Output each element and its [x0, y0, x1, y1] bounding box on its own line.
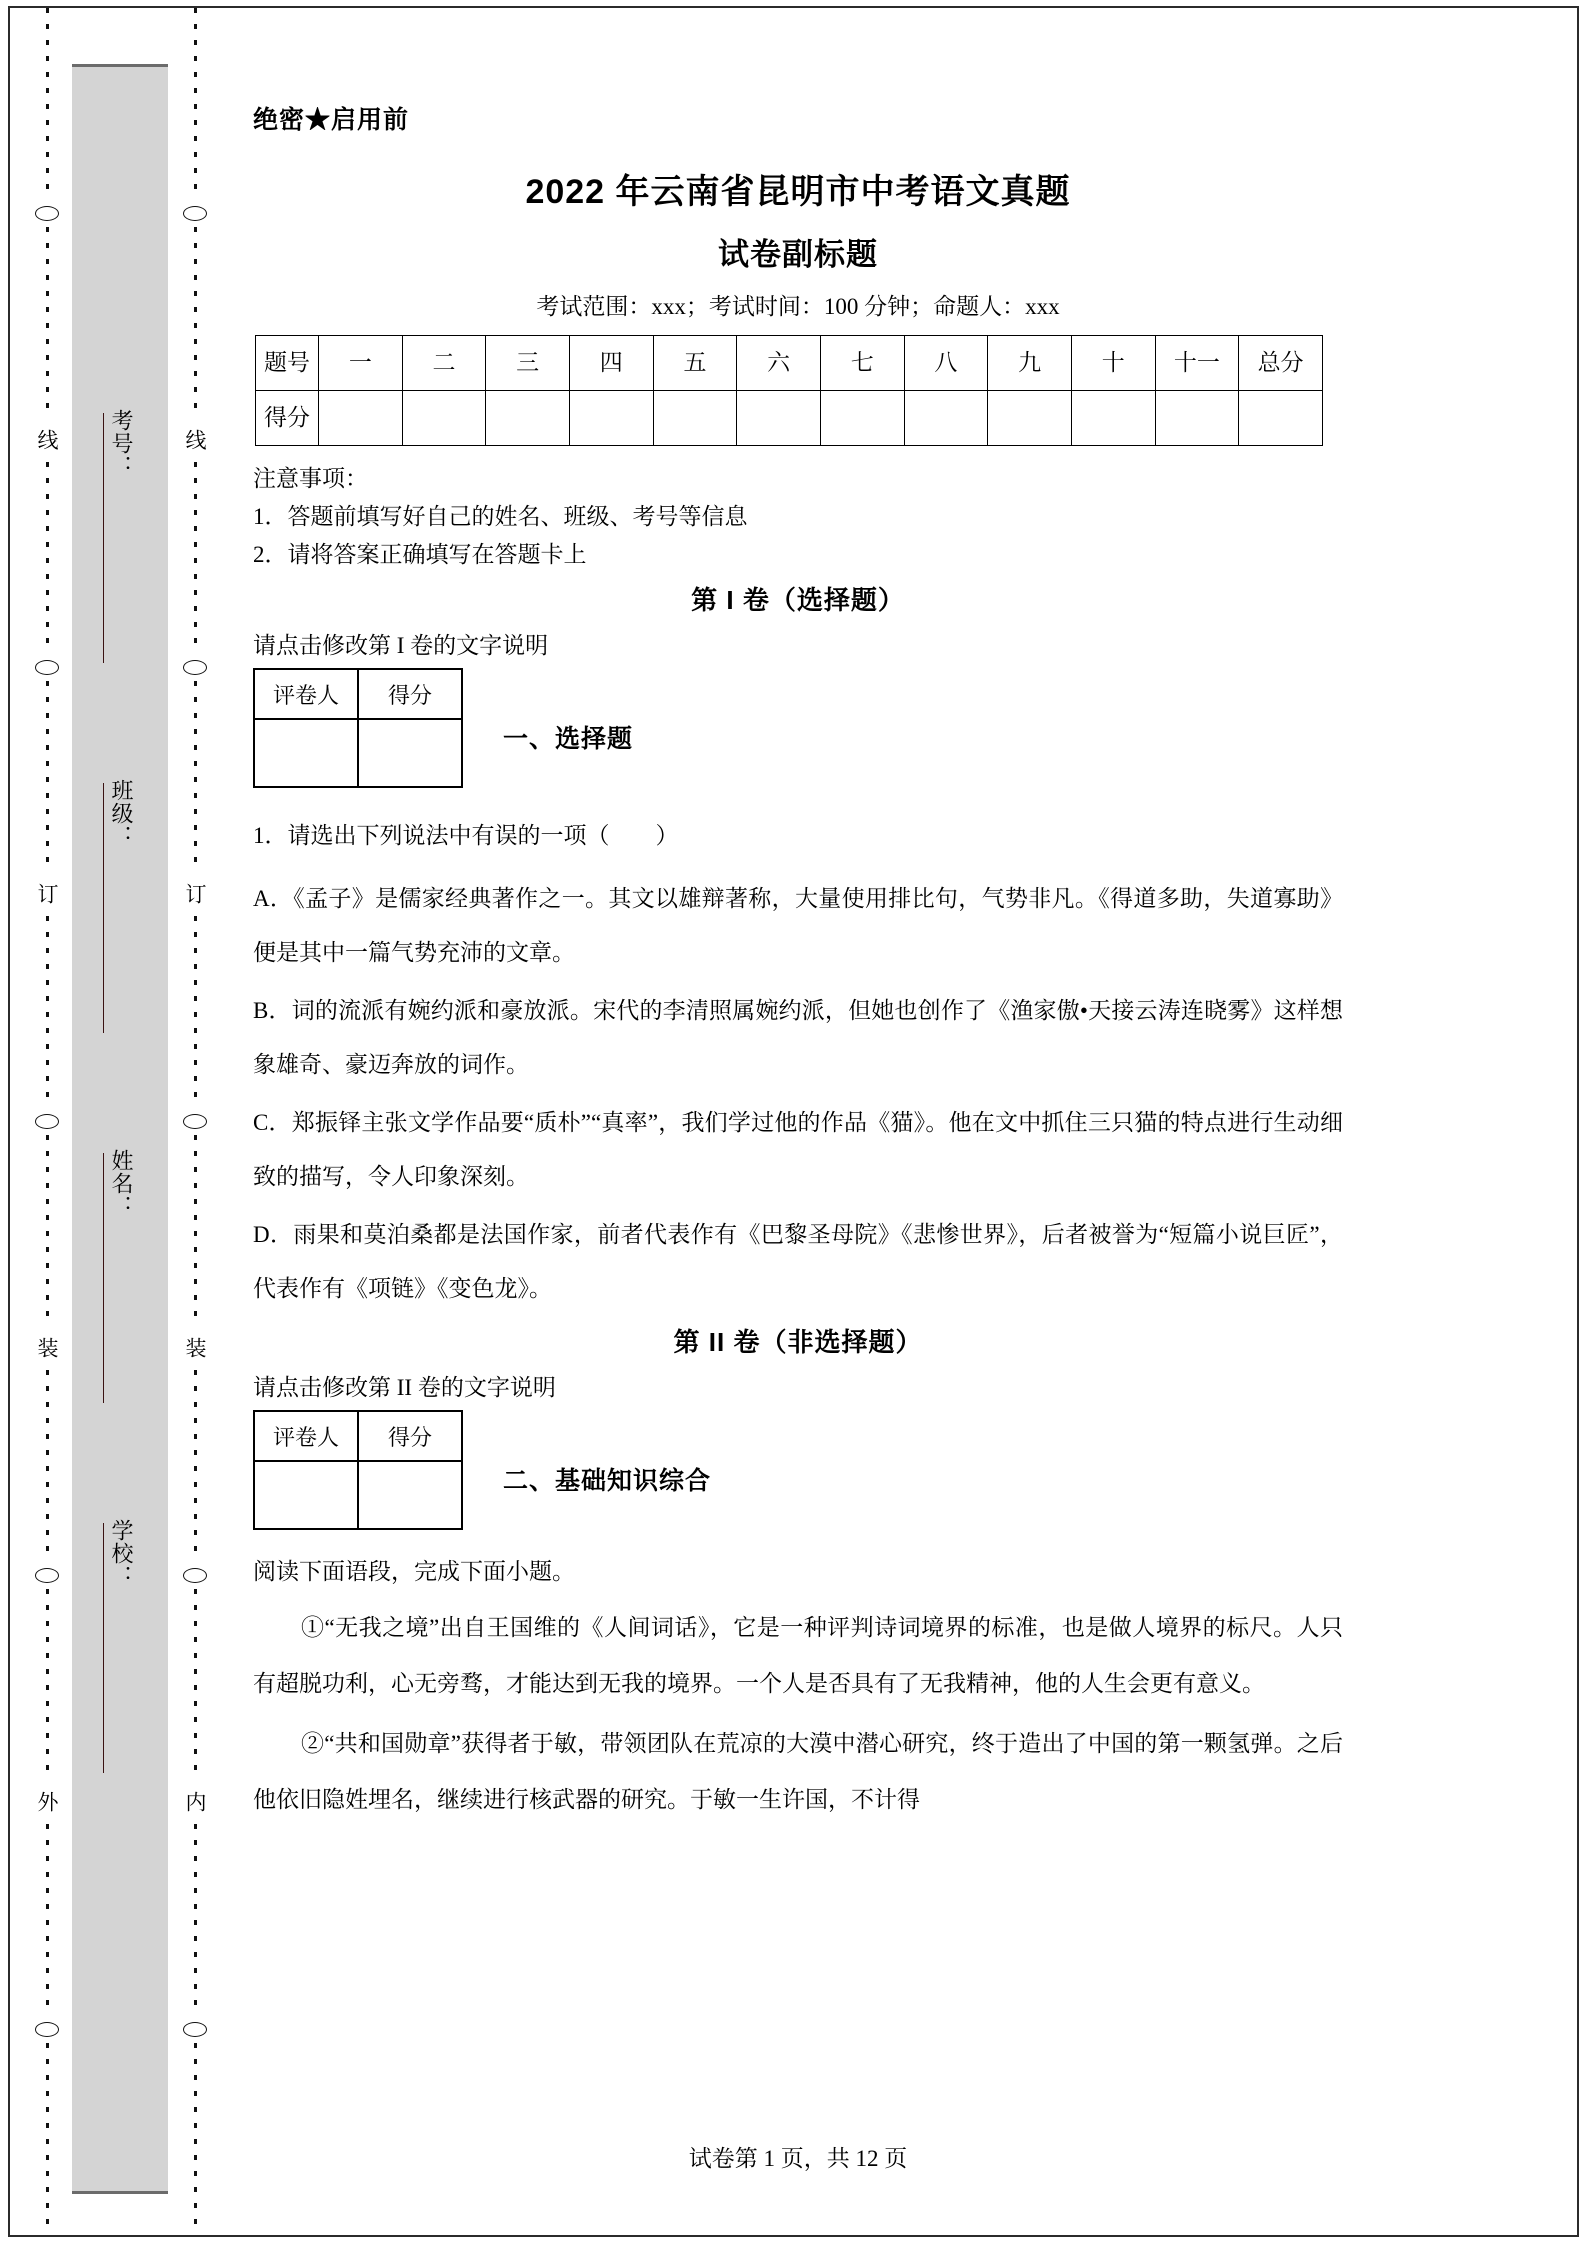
score-entry-cell[interactable] [402, 391, 486, 446]
binding-ring [35, 1568, 59, 1583]
binding-dotted-line-outer [30, 8, 64, 2235]
score-entry-cell[interactable] [988, 391, 1072, 446]
score-entry-cell[interactable] [1239, 391, 1323, 446]
table-cell: 七 [820, 336, 904, 391]
write-in-line [103, 1523, 104, 1773]
dotted-segment [46, 681, 49, 873]
passage-paragraph-1: ①“无我之境”出自王国维的《人间词话》，它是一种评判诗词境界的标准，也是做人境界的标尺。人只有超脱功利，心无旁骛，才能达到无我的境界。一个人是否具有了无我精神，他的人生会更有意义。 [253, 1615, 1343, 1696]
binding-mark-outside: 外 [35, 1791, 59, 1814]
dotted-segment [46, 8, 49, 200]
field-name[interactable] [103, 1149, 137, 1479]
dotted-segment [46, 1135, 49, 1327]
cell-text: 得分 [264, 405, 310, 430]
cell-text: 十一 [1173, 350, 1220, 375]
question-1-stem: 1．请选出下列说法中有误的一项（ ） [253, 823, 679, 848]
dotted-segment [46, 916, 49, 1108]
score-entry-cell[interactable] [737, 391, 821, 446]
table-cell [1239, 336, 1323, 391]
score-entry-cell[interactable] [820, 391, 904, 446]
dotted-segment [194, 462, 197, 654]
write-in-line [103, 413, 104, 663]
score-entry-cell[interactable] [1071, 391, 1155, 446]
question-1-option-d[interactable]: D．雨果和莫泊桑都是法国作家，前者代表作有《巴黎圣母院》《悲惨世界》，后者被誉为“短篇小说巨匠”，代表作有《项链》《变色龙》。 [253, 1222, 1343, 1301]
passage-paragraph-2: ②“共和国勋章”获得者于敏，带领团队在荒凉的大漠中潜心研究，终于造出了中国的第一颗氢弹。之后他依旧隐姓埋名，继续进行核武器的研究。于敏一生许国，不计得 [253, 1731, 1343, 1812]
binding-ring [183, 1568, 207, 1583]
confidential-label: 绝密★启用前 [253, 106, 410, 134]
binding-ring [183, 660, 207, 675]
dotted-segment [46, 1824, 49, 2016]
table-cell: 六 [737, 336, 821, 391]
binding-mark-line: 线 [35, 429, 59, 452]
table-cell: 九 [988, 336, 1072, 391]
dotted-segment [194, 2043, 197, 2235]
score-entry-cell[interactable] [569, 391, 653, 446]
section-1-title: 一、选择题 [503, 725, 634, 753]
binding-ring [183, 1114, 207, 1129]
field-school[interactable] [103, 1519, 137, 1849]
field-label: 考号： [109, 409, 134, 478]
dotted-segment [194, 1135, 197, 1327]
grader-score-header: 得分 [358, 669, 462, 719]
dotted-segment [194, 1589, 197, 1781]
page-subtitle[interactable]: 试卷副标题 [718, 237, 878, 272]
dotted-segment [194, 1370, 197, 1562]
binding-mark-inside: 内 [183, 1791, 207, 1814]
question-1-option-c[interactable]: C．郑振铎主张文学作品要“质朴”“真率”，我们学过他的作品《猫》。他在文中抓住三只猫的特点进行生动细致的描写，令人印象深刻。 [253, 1110, 1343, 1189]
binding-mark-line: 线 [183, 429, 207, 452]
grader-name-header: 评卷人 [254, 669, 358, 719]
dotted-segment [46, 1370, 49, 1562]
page-footer: 试卷第 1 页，共 12 页 [688, 2146, 908, 2171]
field-class[interactable] [103, 779, 137, 1109]
field-exam-number[interactable] [103, 409, 137, 739]
score-entry-cell[interactable] [904, 391, 988, 446]
field-label: 学校： [109, 1519, 134, 1588]
score-entry-cell[interactable] [486, 391, 570, 446]
binding-ring [35, 2022, 59, 2037]
note-item: 1．答题前填写好自己的姓名、班级、考号等信息 [253, 504, 748, 529]
table-row [254, 1411, 462, 1461]
part-1-heading: 第 I 卷（选择题） [691, 585, 905, 615]
cell-text: 题号 [264, 350, 310, 375]
grader-score-entry[interactable] [358, 719, 462, 787]
binding-ring [183, 206, 207, 221]
grader-name-entry[interactable] [254, 719, 358, 787]
dotted-segment [46, 227, 49, 419]
table-cell: 十 [1071, 336, 1155, 391]
score-summary-table [255, 335, 1323, 446]
cell-text: 总分 [1257, 350, 1304, 375]
dotted-segment [46, 462, 49, 654]
exam-meta-line[interactable]: 考试范围：xxx；考试时间：100 分钟；命题人：xxx [536, 294, 1060, 319]
binding-mark-order: 订 [183, 883, 207, 906]
table-cell [1155, 336, 1239, 391]
table-cell: 五 [653, 336, 737, 391]
table-cell: 三 [486, 336, 570, 391]
question-1-option-b[interactable]: B．词的流派有婉约派和豪放派。宋代的李清照属婉约派，但她也创作了《渔家傲•天接云涛连晓雾》这样想象雄奇、豪迈奔放的词作。 [253, 998, 1343, 1077]
table-cell: 二 [402, 336, 486, 391]
part-2-heading: 第 II 卷（非选择题） [673, 1327, 923, 1357]
grader-box [253, 1410, 463, 1530]
note-item: 2．请将答案正确填写在答题卡上 [253, 542, 587, 567]
part-1-instruction[interactable]: 请点击修改第 I 卷的文字说明 [253, 633, 549, 658]
table-row [256, 391, 1323, 446]
question-1-option-a[interactable]: A．《孟子》是儒家经典著作之一。其文以雄辩著称，大量使用排比句，气势非凡。《得道多助，失道寡助》便是其中一篇气势充沛的文章。 [253, 886, 1343, 965]
dotted-segment [194, 681, 197, 873]
table-cell: 八 [904, 336, 988, 391]
table-cell: 四 [569, 336, 653, 391]
binding-dotted-line-inner [178, 8, 212, 2235]
field-label: 班级： [109, 779, 134, 848]
table-cell: 一 [319, 336, 403, 391]
section-2-title: 二、基础知识综合 [503, 1467, 712, 1495]
field-label: 姓名： [109, 1149, 134, 1218]
part-1-grader-row [253, 668, 1343, 788]
write-in-line [103, 1153, 104, 1403]
page-title: 2022 年云南省昆明市中考语文真题 [525, 173, 1071, 211]
notes-heading: 注意事项： [253, 466, 368, 491]
binding-ring [35, 660, 59, 675]
table-row [256, 336, 1323, 391]
exam-notes [253, 460, 1343, 574]
dotted-segment [194, 916, 197, 1108]
binding-margin [10, 8, 230, 2235]
part-2-instruction[interactable]: 请点击修改第 II 卷的文字说明 [253, 1375, 556, 1400]
dotted-segment [194, 227, 197, 419]
dotted-segment [46, 2043, 49, 2235]
score-entry-cell[interactable] [1155, 391, 1239, 446]
binding-mark-order: 订 [35, 883, 59, 906]
student-info-fields [72, 64, 168, 2194]
dotted-segment [194, 8, 197, 200]
grader-box [253, 668, 463, 788]
dotted-segment [194, 1824, 197, 2016]
binding-ring [35, 1114, 59, 1129]
binding-ring [183, 2022, 207, 2037]
grader-name-header: 评卷人 [254, 1411, 358, 1461]
table-row [254, 669, 462, 719]
binding-mark-bind: 装 [183, 1337, 207, 1360]
row-header-score [256, 391, 319, 446]
score-entry-cell[interactable] [319, 391, 403, 446]
dotted-segment [46, 1589, 49, 1781]
passage-lead-in: 阅读下面语段，完成下面小题。 [253, 1559, 575, 1584]
part-2-grader-row [253, 1410, 1343, 1530]
write-in-line [103, 783, 104, 1033]
binding-ring [35, 206, 59, 221]
paper-content [253, 100, 1343, 1832]
table-row [254, 719, 462, 787]
score-entry-cell[interactable] [653, 391, 737, 446]
row-header-question-number [256, 336, 319, 391]
grader-score-entry[interactable] [358, 1461, 462, 1529]
binding-mark-bind: 装 [35, 1337, 59, 1360]
table-row [254, 1461, 462, 1529]
grader-score-header: 得分 [358, 1411, 462, 1461]
grader-name-entry[interactable] [254, 1461, 358, 1529]
